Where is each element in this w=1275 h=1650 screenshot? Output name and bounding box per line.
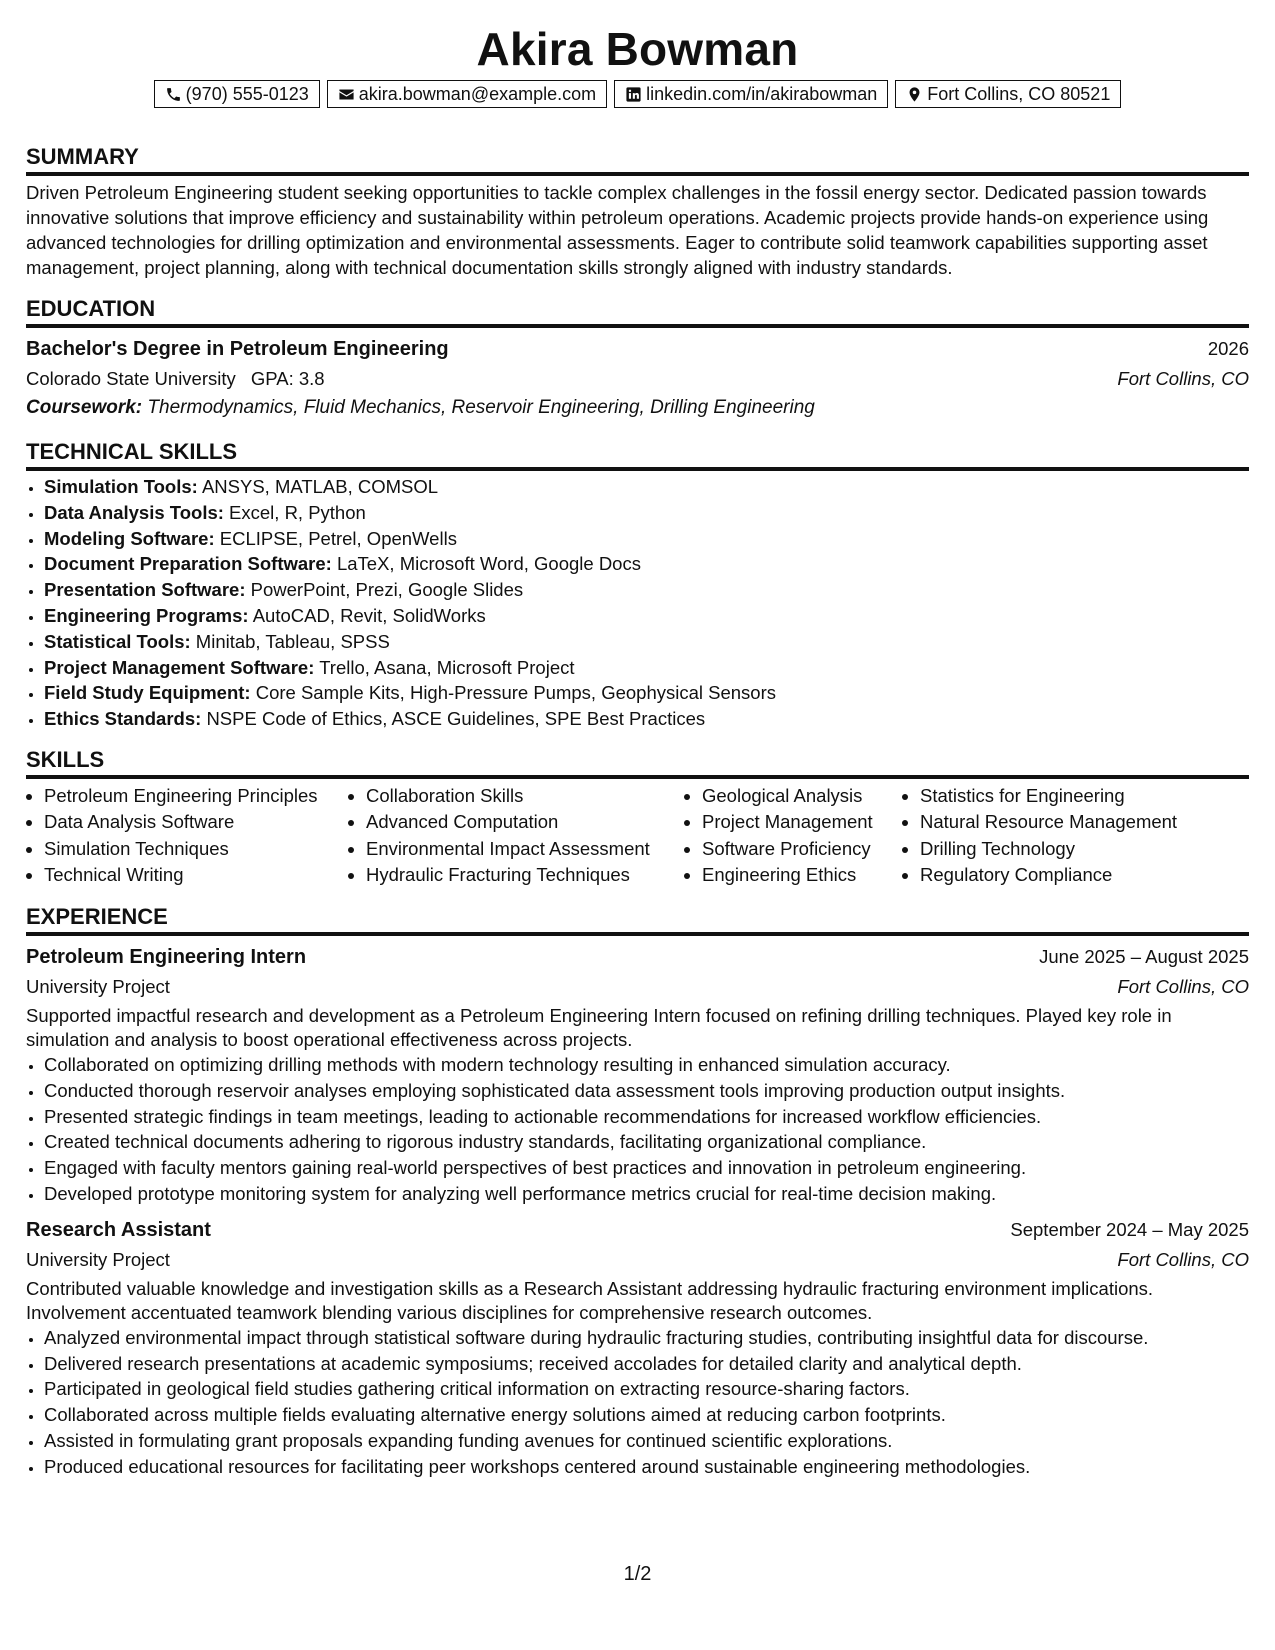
skill-value: ANSYS, MATLAB, COMSOL [201,476,439,497]
list-item: • Natural Resource Management [920,809,1242,836]
contact-phone[interactable] [154,80,320,108]
experience-section [26,902,1249,1480]
contact-email-text: akira.bowman@example.com [358,83,597,104]
section-title-technical-skills: TECHNICAL SKILLS [26,437,1249,471]
skills-column [26,783,348,889]
skill-label: Document Preparation Software: [44,553,332,575]
list-item: • Drilling Technology [920,836,1242,863]
list-item [44,474,1249,500]
experience-entry [26,1215,1249,1480]
section-title-education: EDUCATION [26,294,1249,328]
coursework-label: Coursework: [26,397,143,418]
skill-value: LaTeX, Microsoft Word, Google Docs [336,553,641,575]
technical-skills-list [26,474,1249,732]
skills-column [348,783,684,889]
contact-email[interactable] [327,80,607,108]
contact-location[interactable] [895,80,1121,108]
list-item: • Data Analysis Software [44,809,348,836]
technical-skills-section [26,437,1249,732]
skill-label: Engineering Programs: [44,604,249,626]
envelope-icon [338,86,355,103]
skill-label: Ethics Standards: [44,708,202,730]
list-item: • Technical Writing [44,862,348,889]
list-item: • Project Management [702,809,902,836]
list-item: • Statistics for Engineering [920,783,1242,810]
linkedin-icon [625,86,642,103]
job-bullets [26,1052,1249,1207]
education-section [26,294,1249,423]
list-item [44,500,1249,526]
list-item [44,526,1249,552]
gpa: GPA: 3.8 [250,368,325,389]
job-location: Fort Collins, CO [1117,975,1249,997]
school-location: Fort Collins, CO [1117,368,1249,389]
skill-label: Simulation Tools: [44,476,198,497]
summary-text: Driven Petroleum Engineering student seeking opportunities to tackle complex challenges in the fossil energy sector. Dedicated passion towards innovative solutions that improve efficiency and sustainability within petroleum operations. Academic projects provide hands-on experience using advanced technologies for drilling optimization and environmental assessments. Eager to contribute solid teamwork capabilities supporting asset management, project planning, along with technical documentation skills strongly aligned with industry standards. [26,182,1209,278]
list-item: • Engineering Ethics [702,862,902,889]
skill-label: Field Study Equipment: [44,682,251,704]
coursework-list: Thermodynamics, Fluid Mechanics, Reservoir Engineering, Drilling Engineering [147,397,815,418]
list-item [44,577,1249,603]
list-item [44,655,1249,681]
job-dates: September 2024 – May 2025 [1010,1218,1249,1240]
list-item: • Environmental Impact Assessment [366,836,684,863]
list-item [44,629,1249,655]
skills-section [26,745,1249,889]
job-summary: Supported impactful research and development as a Petroleum Engineering Intern focused on refining drilling techniques. Played key role in simulation and analysis to boost operational effectiveness across projects. [26,1004,1172,1050]
contact-linkedin[interactable] [614,80,888,108]
list-item: • Hydraulic Fracturing Techniques [366,862,684,889]
graduation-year: 2026 [1207,338,1249,359]
list-item [44,551,1249,577]
school-name: Colorado State University [26,368,236,389]
list-item: • Petroleum Engineering Principles [44,783,348,810]
job-organization: University Project [26,1248,170,1270]
list-item: • Simulation Techniques [44,836,348,863]
skill-value: Minitab, Tableau, SPSS [195,630,390,652]
job-location: Fort Collins, CO [1117,1248,1249,1270]
job-title: Petroleum Engineering Intern [26,945,307,968]
section-title-experience: EXPERIENCE [26,902,1249,936]
coursework [26,393,1249,423]
skill-label: Presentation Software: [44,579,246,601]
phone-icon [165,86,182,103]
list-item: • Participated in geological field studies gathering critical information on extracting resource-sharing factors. [44,1376,1249,1402]
list-item [44,680,1249,706]
list-item: • Collaboration Skills [366,783,684,810]
list-item: • Engaged with faculty mentors gaining real-world perspectives of best practices and innovation in petroleum engineering. [44,1155,1249,1181]
experience-entry [26,942,1249,1207]
map-pin-icon [906,86,923,103]
skill-label: Project Management Software: [44,656,315,678]
list-item: • Created technical documents adhering to rigorous industry standards, facilitating organizational compliance. [44,1129,1249,1155]
skill-label: Modeling Software: [44,527,215,549]
list-item [44,706,1249,732]
contact-phone-text: (970) 555-0123 [185,83,309,104]
contact-location-text: Fort Collins, CO 80521 [927,83,1111,104]
list-item: • Regulatory Compliance [920,862,1242,889]
skills-grid [26,783,1249,889]
list-item: • Conducted thorough reservoir analyses employing sophisticated data assessment tools improving production output insights. [44,1078,1249,1104]
list-item: • Geological Analysis [702,783,902,810]
job-dates: June 2025 – August 2025 [1039,945,1249,967]
skill-label: Statistical Tools: [44,630,191,652]
job-organization: University Project [26,975,170,997]
summary-section [26,142,1249,280]
list-item: • Advanced Computation [366,809,684,836]
skill-value: ECLIPSE, Petrel, OpenWells [219,527,457,549]
skill-value: PowerPoint, Prezi, Google Slides [250,579,524,601]
job-title: Research Assistant [26,1218,211,1241]
page-number: 1/2 [623,1563,652,1585]
resume-page [26,0,1249,1480]
degree: Bachelor's Degree in Petroleum Engineering [26,338,449,360]
list-item: • Collaborated on optimizing drilling methods with modern technology resulting in enhanced simulation accuracy. [44,1052,1249,1078]
list-item: • Presented strategic findings in team meetings, leading to actionable recommendations for increased workflow efficiencies. [44,1104,1249,1130]
list-item: • Collaborated across multiple fields evaluating alternative energy solutions aimed at reducing carbon footprints. [44,1402,1249,1428]
list-item: • Produced educational resources for facilitating peer workshops centered around sustainable engineering methodologies. [44,1454,1249,1480]
list-item: • Assisted in formulating grant proposals expanding funding avenues for continued scientific explorations. [44,1428,1249,1454]
skills-column [684,783,902,889]
section-title-summary: SUMMARY [26,142,1249,176]
list-item: • Delivered research presentations at academic symposiums; received accolades for detailed clarity and analytical depth. [44,1351,1249,1377]
skill-label: Data Analysis Tools: [44,501,224,523]
skill-value: AutoCAD, Revit, SolidWorks [252,604,486,626]
candidate-name: Akira Bowman [476,23,799,75]
job-summary: Contributed valuable knowledge and investigation skills as a Research Assistant addressing hydraulic fracturing environment implications. Involvement accentuated teamwork blending various disciplines for comprehensive research outcomes. [26,1277,1154,1323]
skill-value: Excel, R, Python [229,501,366,523]
list-item [44,603,1249,629]
contact-bar [26,80,1249,108]
section-title-skills: SKILLS [26,745,1249,779]
skill-value: Trello, Asana, Microsoft Project [319,656,575,678]
list-item: • Analyzed environmental impact through statistical software during hydraulic fracturing studies, contributing insightful data for discourse. [44,1325,1249,1351]
list-item: • Developed prototype monitoring system for analyzing well performance metrics crucial for real-time decision making. [44,1181,1249,1207]
skill-value: Core Sample Kits, High-Pressure Pumps, Geophysical Sensors [255,682,777,704]
skill-value: NSPE Code of Ethics, ASCE Guidelines, SPE Best Practices [206,708,706,730]
list-item: • Software Proficiency [702,836,902,863]
skills-column [902,783,1242,889]
contact-linkedin-text: linkedin.com/in/akirabowman [646,83,878,104]
job-bullets [26,1325,1249,1480]
